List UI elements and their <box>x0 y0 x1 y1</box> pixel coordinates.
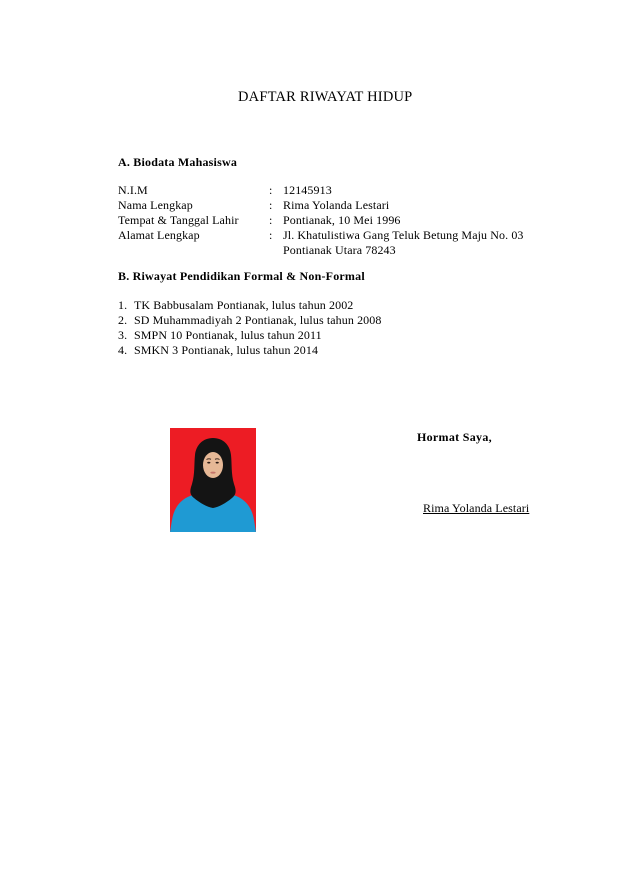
biodata-row-nim <box>118 183 548 198</box>
profile-photo <box>170 428 256 532</box>
list-item-text: SD Muhammadiyah 2 Pontianak, lulus tahun 2008 <box>134 313 382 327</box>
field-label: Tempat & Tanggal Lahir <box>118 213 239 227</box>
field-value: Pontianak, 10 Mei 1996 <box>283 213 401 227</box>
profile-photo-image <box>170 428 256 532</box>
list-item-number: 4. <box>118 343 128 357</box>
eye-right <box>216 462 219 464</box>
field-separator: : <box>269 183 273 197</box>
list-item-text: SMPN 10 Pontianak, lulus tahun 2011 <box>134 328 322 342</box>
field-value-continuation: Pontianak Utara 78243 <box>283 243 396 257</box>
biodata-row-birth <box>118 213 548 228</box>
list-item-number: 3. <box>118 328 128 342</box>
list-item <box>118 328 538 343</box>
field-label: N.I.M <box>118 183 148 197</box>
list-item-number: 2. <box>118 313 128 327</box>
eye-left <box>207 462 210 464</box>
document-title: DAFTAR RIWAYAT HIDUP <box>238 89 413 105</box>
face <box>203 452 223 478</box>
list-item <box>118 343 538 358</box>
field-label: Nama Lengkap <box>118 198 193 212</box>
biodata-row-name <box>118 198 548 213</box>
lips <box>210 472 215 474</box>
signature-closing: Hormat Saya, <box>417 430 492 444</box>
signature-name: Rima Yolanda Lestari <box>423 501 530 515</box>
section-heading-education: B. Riwayat Pendidikan Formal & Non-Formal <box>118 269 365 283</box>
field-value: Jl. Khatulistiwa Gang Teluk Betung Maju No. 03 <box>283 228 524 242</box>
list-item <box>118 298 538 313</box>
list-item-number: 1. <box>118 298 128 312</box>
list-item-text: TK Babbusalam Pontianak, lulus tahun 2002 <box>134 298 354 312</box>
field-separator: : <box>269 198 273 212</box>
section-heading-biodata: A. Biodata Mahasiswa <box>118 155 238 169</box>
biodata-row-address <box>118 228 548 243</box>
field-value: Rima Yolanda Lestari <box>283 198 390 212</box>
field-separator: : <box>269 213 273 227</box>
field-label: Alamat Lengkap <box>118 228 200 242</box>
field-value: 12145913 <box>283 183 332 197</box>
list-item-text: SMKN 3 Pontianak, lulus tahun 2014 <box>134 343 319 357</box>
field-separator: : <box>269 228 273 242</box>
list-item <box>118 313 538 328</box>
biodata-row-address-continued <box>118 243 548 258</box>
